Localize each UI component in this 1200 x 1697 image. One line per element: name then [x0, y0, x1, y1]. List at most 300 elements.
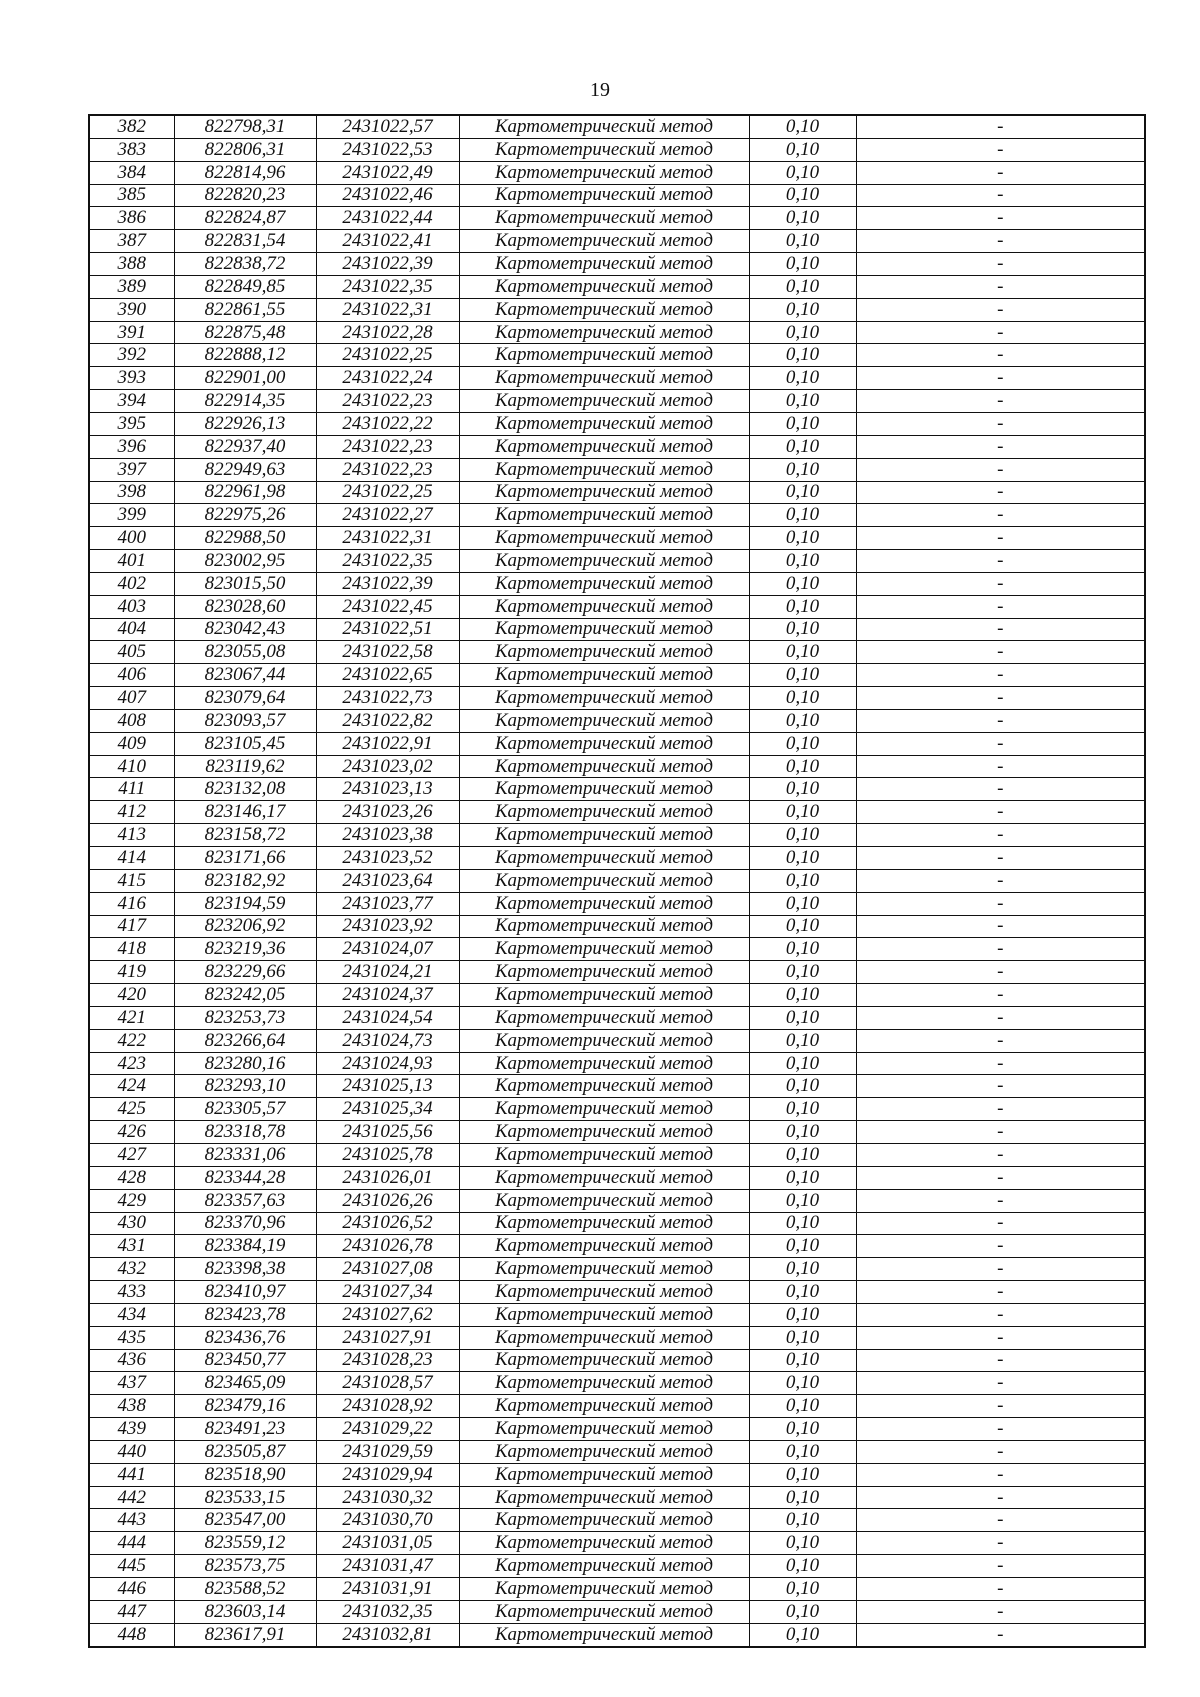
error-cell: 0,10: [749, 1532, 856, 1555]
error-cell: 0,10: [749, 641, 856, 664]
description-cell: -: [856, 755, 1145, 778]
description-cell: -: [856, 1121, 1145, 1144]
y-coordinate-cell: 2431022,65: [316, 664, 459, 687]
x-coordinate-cell: 823617,91: [174, 1623, 316, 1646]
y-coordinate-cell: 2431023,13: [316, 778, 459, 801]
table-row: [89, 1440, 1145, 1463]
x-coordinate-cell: 823253,73: [174, 1006, 316, 1029]
table-row: [89, 1555, 1145, 1578]
method-cell: Картометрический метод: [459, 915, 749, 938]
error-cell: 0,10: [749, 527, 856, 550]
error-cell: 0,10: [749, 824, 856, 847]
table-row: [89, 1143, 1145, 1166]
method-cell: Картометрический метод: [459, 1029, 749, 1052]
y-coordinate-cell: 2431023,52: [316, 847, 459, 870]
description-cell: -: [856, 458, 1145, 481]
point-number-cell: 396: [89, 435, 174, 458]
description-cell: -: [856, 915, 1145, 938]
point-number-cell: 385: [89, 184, 174, 207]
y-coordinate-cell: 2431026,01: [316, 1166, 459, 1189]
method-cell: Картометрический метод: [459, 869, 749, 892]
point-number-cell: 400: [89, 527, 174, 550]
description-cell: -: [856, 687, 1145, 710]
error-cell: 0,10: [749, 435, 856, 458]
method-cell: Картометрический метод: [459, 115, 749, 138]
y-coordinate-cell: 2431029,22: [316, 1418, 459, 1441]
description-cell: -: [856, 709, 1145, 732]
y-coordinate-cell: 2431024,07: [316, 938, 459, 961]
point-number-cell: 406: [89, 664, 174, 687]
table-row: [89, 1395, 1145, 1418]
description-cell: -: [856, 1075, 1145, 1098]
method-cell: Картометрический метод: [459, 1623, 749, 1646]
y-coordinate-cell: 2431022,23: [316, 458, 459, 481]
table-row: [89, 1189, 1145, 1212]
point-number-cell: 413: [89, 824, 174, 847]
y-coordinate-cell: 2431022,35: [316, 275, 459, 298]
point-number-cell: 402: [89, 572, 174, 595]
table-row: [89, 1075, 1145, 1098]
x-coordinate-cell: 823357,63: [174, 1189, 316, 1212]
x-coordinate-cell: 822988,50: [174, 527, 316, 550]
error-cell: 0,10: [749, 1578, 856, 1601]
y-coordinate-cell: 2431023,92: [316, 915, 459, 938]
method-cell: Картометрический метод: [459, 1555, 749, 1578]
x-coordinate-cell: 823450,77: [174, 1349, 316, 1372]
y-coordinate-cell: 2431025,78: [316, 1143, 459, 1166]
y-coordinate-cell: 2431025,34: [316, 1098, 459, 1121]
description-cell: -: [856, 1098, 1145, 1121]
y-coordinate-cell: 2431022,82: [316, 709, 459, 732]
point-number-cell: 446: [89, 1578, 174, 1601]
description-cell: -: [856, 1166, 1145, 1189]
description-cell: -: [856, 1418, 1145, 1441]
error-cell: 0,10: [749, 504, 856, 527]
method-cell: Картометрический метод: [459, 847, 749, 870]
x-coordinate-cell: 823410,97: [174, 1281, 316, 1304]
error-cell: 0,10: [749, 1463, 856, 1486]
coordinates-table-body: [89, 115, 1145, 1647]
y-coordinate-cell: 2431022,25: [316, 344, 459, 367]
point-number-cell: 426: [89, 1121, 174, 1144]
method-cell: Картометрический метод: [459, 824, 749, 847]
x-coordinate-cell: 822875,48: [174, 321, 316, 344]
x-coordinate-cell: 822831,54: [174, 230, 316, 253]
error-cell: 0,10: [749, 1509, 856, 1532]
table-row: [89, 824, 1145, 847]
x-coordinate-cell: 823331,06: [174, 1143, 316, 1166]
point-number-cell: 405: [89, 641, 174, 664]
x-coordinate-cell: 823318,78: [174, 1121, 316, 1144]
y-coordinate-cell: 2431026,26: [316, 1189, 459, 1212]
error-cell: 0,10: [749, 344, 856, 367]
y-coordinate-cell: 2431027,08: [316, 1258, 459, 1281]
x-coordinate-cell: 823370,96: [174, 1212, 316, 1235]
method-cell: Картометрический метод: [459, 1189, 749, 1212]
error-cell: 0,10: [749, 664, 856, 687]
point-number-cell: 434: [89, 1303, 174, 1326]
method-cell: Картометрический метод: [459, 1052, 749, 1075]
error-cell: 0,10: [749, 207, 856, 230]
y-coordinate-cell: 2431027,34: [316, 1281, 459, 1304]
x-coordinate-cell: 823067,44: [174, 664, 316, 687]
method-cell: Картометрический метод: [459, 1600, 749, 1623]
y-coordinate-cell: 2431024,73: [316, 1029, 459, 1052]
x-coordinate-cell: 823293,10: [174, 1075, 316, 1098]
error-cell: 0,10: [749, 390, 856, 413]
point-number-cell: 418: [89, 938, 174, 961]
description-cell: -: [856, 1463, 1145, 1486]
point-number-cell: 415: [89, 869, 174, 892]
description-cell: -: [856, 1600, 1145, 1623]
table-row: [89, 869, 1145, 892]
point-number-cell: 436: [89, 1349, 174, 1372]
table-row: [89, 938, 1145, 961]
error-cell: 0,10: [749, 984, 856, 1007]
table-row: [89, 412, 1145, 435]
method-cell: Картометрический метод: [459, 207, 749, 230]
description-cell: -: [856, 184, 1145, 207]
point-number-cell: 397: [89, 458, 174, 481]
y-coordinate-cell: 2431022,31: [316, 527, 459, 550]
x-coordinate-cell: 823423,78: [174, 1303, 316, 1326]
table-row: [89, 641, 1145, 664]
point-number-cell: 425: [89, 1098, 174, 1121]
error-cell: 0,10: [749, 1258, 856, 1281]
point-number-cell: 389: [89, 275, 174, 298]
point-number-cell: 429: [89, 1189, 174, 1212]
x-coordinate-cell: 823505,87: [174, 1440, 316, 1463]
point-number-cell: 421: [89, 1006, 174, 1029]
y-coordinate-cell: 2431022,39: [316, 253, 459, 276]
error-cell: 0,10: [749, 847, 856, 870]
y-coordinate-cell: 2431022,46: [316, 184, 459, 207]
description-cell: -: [856, 115, 1145, 138]
point-number-cell: 383: [89, 138, 174, 161]
point-number-cell: 386: [89, 207, 174, 230]
y-coordinate-cell: 2431028,23: [316, 1349, 459, 1372]
description-cell: -: [856, 824, 1145, 847]
point-number-cell: 394: [89, 390, 174, 413]
point-number-cell: 419: [89, 961, 174, 984]
x-coordinate-cell: 823002,95: [174, 550, 316, 573]
y-coordinate-cell: 2431023,38: [316, 824, 459, 847]
description-cell: -: [856, 230, 1145, 253]
x-coordinate-cell: 823219,36: [174, 938, 316, 961]
method-cell: Картометрический метод: [459, 253, 749, 276]
table-row: [89, 984, 1145, 1007]
table-row: [89, 1418, 1145, 1441]
error-cell: 0,10: [749, 595, 856, 618]
method-cell: Картометрический метод: [459, 138, 749, 161]
description-cell: -: [856, 1189, 1145, 1212]
y-coordinate-cell: 2431022,39: [316, 572, 459, 595]
method-cell: Картометрический метод: [459, 1372, 749, 1395]
x-coordinate-cell: 823491,23: [174, 1418, 316, 1441]
method-cell: Картометрический метод: [459, 801, 749, 824]
x-coordinate-cell: 822861,55: [174, 298, 316, 321]
x-coordinate-cell: 823079,64: [174, 687, 316, 710]
y-coordinate-cell: 2431022,28: [316, 321, 459, 344]
point-number-cell: 437: [89, 1372, 174, 1395]
error-cell: 0,10: [749, 1395, 856, 1418]
point-number-cell: 414: [89, 847, 174, 870]
point-number-cell: 422: [89, 1029, 174, 1052]
description-cell: -: [856, 298, 1145, 321]
y-coordinate-cell: 2431022,58: [316, 641, 459, 664]
method-cell: Картометрический метод: [459, 1098, 749, 1121]
method-cell: Картометрический метод: [459, 412, 749, 435]
description-cell: -: [856, 1349, 1145, 1372]
point-number-cell: 438: [89, 1395, 174, 1418]
method-cell: Картометрический метод: [459, 1463, 749, 1486]
method-cell: Картометрический метод: [459, 1121, 749, 1144]
error-cell: 0,10: [749, 687, 856, 710]
method-cell: Картометрический метод: [459, 161, 749, 184]
table-row: [89, 1349, 1145, 1372]
table-row: [89, 961, 1145, 984]
x-coordinate-cell: 822961,98: [174, 481, 316, 504]
error-cell: 0,10: [749, 367, 856, 390]
table-row: [89, 1098, 1145, 1121]
x-coordinate-cell: 823559,12: [174, 1532, 316, 1555]
x-coordinate-cell: 823465,09: [174, 1372, 316, 1395]
point-number-cell: 395: [89, 412, 174, 435]
table-row: [89, 618, 1145, 641]
table-row: [89, 572, 1145, 595]
x-coordinate-cell: 823603,14: [174, 1600, 316, 1623]
y-coordinate-cell: 2431031,05: [316, 1532, 459, 1555]
x-coordinate-cell: 823132,08: [174, 778, 316, 801]
y-coordinate-cell: 2431028,92: [316, 1395, 459, 1418]
x-coordinate-cell: 823280,16: [174, 1052, 316, 1075]
x-coordinate-cell: 823588,52: [174, 1578, 316, 1601]
y-coordinate-cell: 2431026,52: [316, 1212, 459, 1235]
method-cell: Картометрический метод: [459, 938, 749, 961]
x-coordinate-cell: 822888,12: [174, 344, 316, 367]
x-coordinate-cell: 823194,59: [174, 892, 316, 915]
method-cell: Картометрический метод: [459, 778, 749, 801]
error-cell: 0,10: [749, 1189, 856, 1212]
x-coordinate-cell: 823533,15: [174, 1486, 316, 1509]
error-cell: 0,10: [749, 1281, 856, 1304]
point-number-cell: 444: [89, 1532, 174, 1555]
point-number-cell: 441: [89, 1463, 174, 1486]
y-coordinate-cell: 2431022,25: [316, 481, 459, 504]
description-cell: -: [856, 778, 1145, 801]
point-number-cell: 398: [89, 481, 174, 504]
error-cell: 0,10: [749, 1143, 856, 1166]
x-coordinate-cell: 823105,45: [174, 732, 316, 755]
x-coordinate-cell: 823547,00: [174, 1509, 316, 1532]
description-cell: -: [856, 138, 1145, 161]
description-cell: -: [856, 207, 1145, 230]
x-coordinate-cell: 823015,50: [174, 572, 316, 595]
x-coordinate-cell: 823158,72: [174, 824, 316, 847]
point-number-cell: 439: [89, 1418, 174, 1441]
x-coordinate-cell: 823229,66: [174, 961, 316, 984]
point-number-cell: 443: [89, 1509, 174, 1532]
description-cell: -: [856, 1623, 1145, 1646]
x-coordinate-cell: 823242,05: [174, 984, 316, 1007]
point-number-cell: 390: [89, 298, 174, 321]
error-cell: 0,10: [749, 230, 856, 253]
y-coordinate-cell: 2431023,26: [316, 801, 459, 824]
x-coordinate-cell: 822806,31: [174, 138, 316, 161]
description-cell: -: [856, 1006, 1145, 1029]
table-row: [89, 184, 1145, 207]
table-row: [89, 115, 1145, 138]
table-row: [89, 1509, 1145, 1532]
table-row: [89, 1006, 1145, 1029]
description-cell: -: [856, 1029, 1145, 1052]
table-row: [89, 435, 1145, 458]
coordinates-table: [88, 114, 1146, 1648]
description-cell: -: [856, 1235, 1145, 1258]
description-cell: -: [856, 1395, 1145, 1418]
point-number-cell: 410: [89, 755, 174, 778]
x-coordinate-cell: 823093,57: [174, 709, 316, 732]
error-cell: 0,10: [749, 458, 856, 481]
description-cell: -: [856, 572, 1145, 595]
y-coordinate-cell: 2431023,77: [316, 892, 459, 915]
table-row: [89, 1258, 1145, 1281]
table-row: [89, 892, 1145, 915]
description-cell: -: [856, 1212, 1145, 1235]
point-number-cell: 403: [89, 595, 174, 618]
x-coordinate-cell: 823305,57: [174, 1098, 316, 1121]
description-cell: -: [856, 618, 1145, 641]
table-row: [89, 1166, 1145, 1189]
description-cell: -: [856, 275, 1145, 298]
error-cell: 0,10: [749, 1418, 856, 1441]
method-cell: Картометрический метод: [459, 641, 749, 664]
error-cell: 0,10: [749, 915, 856, 938]
x-coordinate-cell: 823436,76: [174, 1326, 316, 1349]
method-cell: Картометрический метод: [459, 1418, 749, 1441]
method-cell: Картометрический метод: [459, 1578, 749, 1601]
y-coordinate-cell: 2431022,45: [316, 595, 459, 618]
y-coordinate-cell: 2431023,02: [316, 755, 459, 778]
error-cell: 0,10: [749, 1303, 856, 1326]
error-cell: 0,10: [749, 412, 856, 435]
description-cell: -: [856, 481, 1145, 504]
description-cell: -: [856, 595, 1145, 618]
y-coordinate-cell: 2431022,91: [316, 732, 459, 755]
method-cell: Картометрический метод: [459, 755, 749, 778]
description-cell: -: [856, 1143, 1145, 1166]
error-cell: 0,10: [749, 298, 856, 321]
method-cell: Картометрический метод: [459, 1006, 749, 1029]
method-cell: Картометрический метод: [459, 664, 749, 687]
table-row: [89, 1372, 1145, 1395]
method-cell: Картометрический метод: [459, 1326, 749, 1349]
description-cell: -: [856, 1532, 1145, 1555]
table-row: [89, 1052, 1145, 1075]
method-cell: Картометрический метод: [459, 504, 749, 527]
error-cell: 0,10: [749, 1075, 856, 1098]
table-row: [89, 1121, 1145, 1144]
method-cell: Картометрический метод: [459, 1395, 749, 1418]
error-cell: 0,10: [749, 1349, 856, 1372]
error-cell: 0,10: [749, 1029, 856, 1052]
error-cell: 0,10: [749, 321, 856, 344]
error-cell: 0,10: [749, 1098, 856, 1121]
y-coordinate-cell: 2431025,13: [316, 1075, 459, 1098]
method-cell: Картометрический метод: [459, 230, 749, 253]
y-coordinate-cell: 2431030,32: [316, 1486, 459, 1509]
x-coordinate-cell: 823028,60: [174, 595, 316, 618]
page-number: 19: [590, 79, 610, 101]
description-cell: -: [856, 1052, 1145, 1075]
table-row: [89, 390, 1145, 413]
description-cell: -: [856, 869, 1145, 892]
y-coordinate-cell: 2431027,62: [316, 1303, 459, 1326]
table-row: [89, 1600, 1145, 1623]
table-row: [89, 321, 1145, 344]
method-cell: Картометрический метод: [459, 367, 749, 390]
method-cell: Картометрический метод: [459, 1303, 749, 1326]
y-coordinate-cell: 2431026,78: [316, 1235, 459, 1258]
error-cell: 0,10: [749, 1440, 856, 1463]
table-row: [89, 801, 1145, 824]
x-coordinate-cell: 823344,28: [174, 1166, 316, 1189]
error-cell: 0,10: [749, 550, 856, 573]
table-row: [89, 458, 1145, 481]
x-coordinate-cell: 822820,23: [174, 184, 316, 207]
description-cell: -: [856, 892, 1145, 915]
description-cell: -: [856, 1486, 1145, 1509]
point-number-cell: 382: [89, 115, 174, 138]
table-row: [89, 344, 1145, 367]
description-cell: -: [856, 435, 1145, 458]
error-cell: 0,10: [749, 755, 856, 778]
method-cell: Картометрический метод: [459, 1440, 749, 1463]
y-coordinate-cell: 2431031,47: [316, 1555, 459, 1578]
y-coordinate-cell: 2431022,31: [316, 298, 459, 321]
point-number-cell: 399: [89, 504, 174, 527]
x-coordinate-cell: 823042,43: [174, 618, 316, 641]
error-cell: 0,10: [749, 1166, 856, 1189]
y-coordinate-cell: 2431024,37: [316, 984, 459, 1007]
error-cell: 0,10: [749, 184, 856, 207]
table-row: [89, 755, 1145, 778]
point-number-cell: 392: [89, 344, 174, 367]
method-cell: Картометрический метод: [459, 275, 749, 298]
table-row: [89, 1486, 1145, 1509]
table-row: [89, 1235, 1145, 1258]
point-number-cell: 447: [89, 1600, 174, 1623]
method-cell: Картометрический метод: [459, 572, 749, 595]
y-coordinate-cell: 2431022,24: [316, 367, 459, 390]
x-coordinate-cell: 822926,13: [174, 412, 316, 435]
table-row: [89, 732, 1145, 755]
error-cell: 0,10: [749, 938, 856, 961]
description-cell: -: [856, 161, 1145, 184]
table-row: [89, 481, 1145, 504]
y-coordinate-cell: 2431027,91: [316, 1326, 459, 1349]
method-cell: Картометрический метод: [459, 481, 749, 504]
table-row: [89, 275, 1145, 298]
description-cell: -: [856, 1555, 1145, 1578]
y-coordinate-cell: 2431030,70: [316, 1509, 459, 1532]
description-cell: -: [856, 321, 1145, 344]
method-cell: Картометрический метод: [459, 961, 749, 984]
point-number-cell: 424: [89, 1075, 174, 1098]
description-cell: -: [856, 527, 1145, 550]
error-cell: 0,10: [749, 1052, 856, 1075]
method-cell: Картометрический метод: [459, 1212, 749, 1235]
